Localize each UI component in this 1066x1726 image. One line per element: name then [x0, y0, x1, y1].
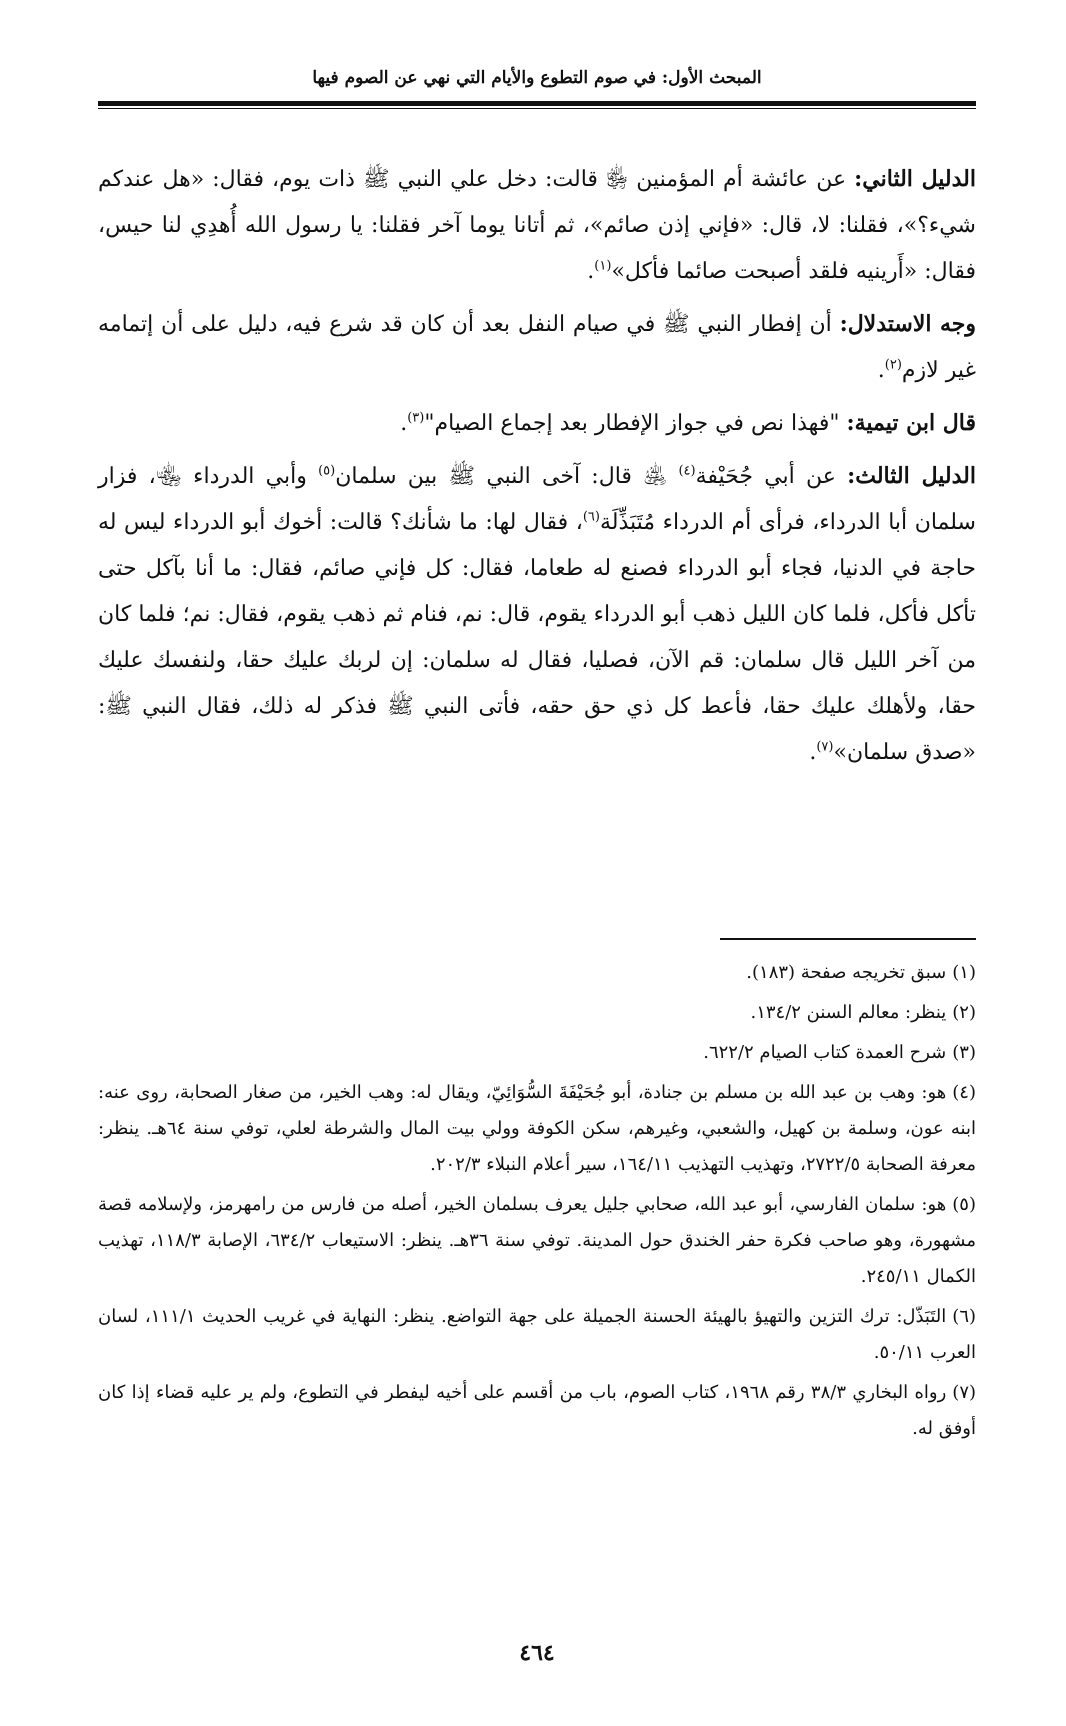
footnote-number: (٦)	[952, 1306, 977, 1327]
footnote-ref[interactable]: (٧)	[816, 739, 834, 755]
footnote-ref[interactable]: (٦)	[582, 509, 600, 525]
page-number: ٤٦٤	[519, 1640, 555, 1666]
paragraph-text: أن إفطار النبي ﷺ في صيام النفل بعد أن كان قد شرع فيه، دليل على أن إتمامه غير لازم	[98, 312, 976, 383]
footnote-text: رواه البخاري ٣٨/٣ رقم ١٩٦٨، كتاب الصوم، باب من أقسم على أخيه ليفطر في التطوع، ولم ير عليه قضاء إذا كان أوفق له.	[98, 1382, 976, 1439]
footnote-text: سبق تخريجه صفحة (١٨٣).	[746, 962, 947, 983]
footnote-item	[98, 1375, 976, 1447]
footnote-number: (١)	[952, 962, 976, 983]
paragraph-inference: وجه الاستدلال: أن إفطار النبي ﷺ في صيام النفل بعد أن كان قد شرع فيه، دليل على أن إتمامه غير لازم$^{(٢)}$.	[98, 311, 977, 383]
footnote-ref[interactable]: (٥)	[318, 463, 336, 479]
paragraph-label: وجه الاستدلال:	[839, 311, 977, 337]
footnote-number: (٧)	[952, 1382, 977, 1403]
footnote-number: (٤)	[952, 1082, 976, 1103]
footnote-ref[interactable]: (٣)	[407, 410, 425, 426]
paragraph-text: "فهذا نص في جواز الإفطار بعد إجماع الصيام"	[424, 411, 847, 436]
header-rule-thin	[98, 108, 976, 109]
footnote-text: شرح العمدة كتاب الصيام ٦٢٢/٢.	[703, 1042, 947, 1063]
paragraph-text: عن عائشة أم المؤمنين ﵂ قالت: دخل علي النبي ﷺ ذات يوم، فقال: «هل عندكم شيء؟»، فقلنا: لا، قال: «فإني إذن صائم»، ثم أتانا يوما آخر فقلنا: يا رسول الله أُهدِي لنا حيس، فقال: «أَرينيه فلقد أصبحت صائما فأكل»	[98, 167, 976, 284]
footnote-number: (٣)	[952, 1042, 976, 1063]
footnote-ref[interactable]: (٢)	[884, 357, 902, 373]
footnote-ref[interactable]: (١)	[594, 258, 612, 274]
paragraph-ibn-taymiyya: قال ابن تيمية: "فهذا نص في جواز الإفطار بعد إجماع الصيام"$^{(٣)}$.	[400, 410, 976, 436]
footnote-text: هو: وهب بن عبد الله بن مسلم بن جنادة، أبو جُحَيْفَةَ السُّوَائِيّ، ويقال له: وهب الخير، من صغار الصحابة، روى عنه: ابنه عون، وسلمة بن كهيل، والشعبي، وغيرهم، سكن الكوفة وولي بيت المال والشرطة لعلي، توفي سنة ٦٤هـ. ينظر: معرفة الصحابة ٢٧٢٢/٥، وتهذيب التهذيب ١٦٤/١١، سير أعلام النبلاء ٢٠٢/٣.	[98, 1082, 976, 1175]
paragraph-evidence-two: الدليل الثاني: عن عائشة أم المؤمنين ﵂ قالت: دخل علي النبي ﷺ ذات يوم، فقال: «هل عندكم شيء؟»، فقلنا: لا، قال: «فإني إذن صائم»، ثم أتانا يوما آخر فقلنا: يا رسول الله أُهدِي لنا حيس، فقال: «أَرينيه فلقد أصبحت صائما فأكل»$^{(١)}$.	[98, 166, 976, 284]
paragraph-label: قال ابن تيمية:	[846, 410, 976, 436]
footnotes	[98, 955, 976, 1451]
footnote-item	[98, 995, 976, 1031]
footnote-number: (٢)	[952, 1002, 976, 1023]
footnote-text: هو: سلمان الفارسي، أبو عبد الله، صحابي جليل يعرف بسلمان الخير، أصله من فارس من رامهرمز، ولإسلامه قصة مشهورة، وهو صاحب فكرة حفر الخندق حول المدينة. توفي سنة ٣٦هـ. ينظر: الاستيعاب ٦٣٤/٢، الإصابة ١١٨/٣، تهذيب الكمال ٢٤٥/١١.	[98, 1194, 976, 1287]
footnote-item	[98, 1075, 976, 1183]
footnote-item	[98, 1299, 976, 1371]
footnote-item	[98, 1035, 976, 1071]
paragraph-label: الدليل الثاني:	[854, 166, 976, 192]
paragraph-label: الدليل الثالث:	[847, 463, 976, 489]
paragraph-text: وأبي الدرداء ﵄، فزار سلمان أبا الدرداء، فرأى أم الدرداء مُتَبَذِّلَة	[98, 464, 976, 535]
footnote-number: (٥)	[952, 1194, 976, 1215]
footnote-text: ينظر: معالم السنن ١٣٤/٢.	[750, 1002, 947, 1023]
main-text	[98, 156, 976, 782]
footnote-separator	[720, 938, 976, 940]
footnote-item	[98, 1187, 976, 1295]
paragraph-text: عن أبي جُحَيْفة	[695, 464, 848, 489]
paragraph-evidence-three: الدليل الثالث: عن أبي جُحَيْفة$^{(٤)}$ ﵁ قال: آخى النبي ﷺ بين سلمان$^{(٥)}$ وأبي الدرداء ﵄، فزار سلمان أبا الدرداء، فرأى أم الدرداء مُتَبَذِّلَة$^{(٦)}$، فقال لها: ما شأنك؟ قالت: أخوك أبو الدرداء ليس له حاجة في الدنيا، فجاء أبو الدرداء فصنع له طعاما، فقال: كل فإني صائم، فقال: ما أنا بآكل حتى تأكل فأكل، فلما كان الليل ذهب أبو الدرداء يقوم، قال: نم، فنام ثم ذهب يقوم، فقال: نم؛ فلما كان من آخر الليل قال سلمان: قم الآن، فصليا، فقال له سلمان: إن لربك عليك حقا، ولنفسك عليك حقا، ولأهلك عليك حقا، فأعط كل ذي حق حقه، فأتى النبي ﷺ فذكر له ذلك، فقال النبي ﷺ: «صدق سلمان»$^{(٧)}$.	[98, 463, 976, 765]
header-rule-thick	[98, 101, 976, 106]
footnote-ref[interactable]: (٤)	[678, 463, 696, 479]
paragraph-text: ، فقال لها: ما شأنك؟ قالت: أخوك أبو الدرداء ليس له حاجة في الدنيا، فجاء أبو الدرداء فصنع له طعاما، فقال: كل فإني صائم، فقال: ما أنا بآكل حتى تأكل فأكل، فلما كان الليل ذهب أبو الدرداء يقوم، قال: نم، فنام ثم ذهب يقوم، فقال: نم؛ فلما كان من آخر الليل قال سلمان: قم الآن، فصليا، فقال له سلمان: إن لربك عليك حقا، ولنفسك عليك حقا، ولأهلك عليك حقا، فأعط كل ذي حق حقه، فأتى النبي ﷺ فذكر له ذلك، فقال النبي ﷺ: «صدق سلمان»	[98, 510, 976, 765]
footnote-item	[98, 955, 976, 991]
running-header: المبحث الأول: في صوم التطوع والأيام التي نهي عن الصوم فيها	[312, 68, 762, 88]
footnote-text: التَبَذّل: ترك التزين والتهيؤ بالهيئة الحسنة الجميلة على جهة التواضع. ينظر: النهاية في غريب الحديث ١١١/١، لسان العرب ٥٠/١١.	[98, 1306, 976, 1363]
paragraph-text: ﵁ قال: آخى النبي ﷺ بين سلمان	[335, 464, 679, 489]
